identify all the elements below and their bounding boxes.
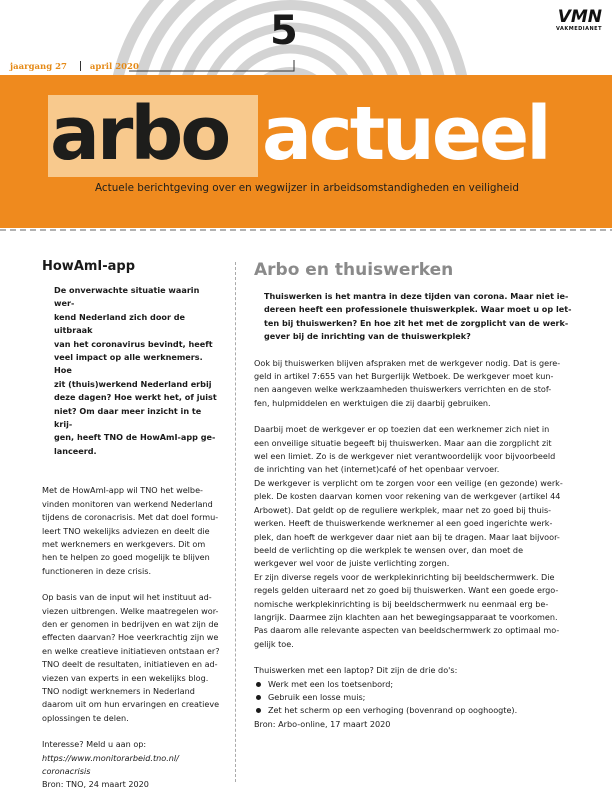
right-article-intro <box>264 290 589 344</box>
body-line: Arbowet). Dat geldt op de reguliere werkplek, maar net zo goed bij thuis- <box>254 504 552 515</box>
column-divider <box>235 262 236 782</box>
meta-separator <box>80 61 81 71</box>
body-line: oplossingen te delen. <box>42 712 129 723</box>
issue-meta <box>10 61 139 73</box>
publisher-logo <box>524 8 602 36</box>
intro-line: dereen heeft een professionele thuiswerkplek. Waar moet u op let- <box>264 304 572 315</box>
body-line: de inrichting van het (internet)café of het openbaar vervoer. <box>254 464 500 475</box>
list-item <box>254 678 589 691</box>
body-line: en welke creatieve initiatieven ontstaan er? <box>42 645 220 656</box>
cta-text: Interesse? Meld u aan op: <box>42 739 147 750</box>
list-item-text: Zet het scherm op een verhoging (bovenrand op ooghoogte). <box>268 705 518 716</box>
body-line: Daarbij moet de werkgever er op toezien dat een werknemer zich niet in <box>254 424 550 435</box>
body-line: daarom uit om hun ervaringen en creatieve <box>42 699 220 710</box>
left-article-title: HowAmI-app <box>42 259 136 274</box>
source-line: Bron: TNO, 24 maart 2020 <box>42 779 149 790</box>
body-line: Op basis van de input wil het instituut ad- <box>42 592 212 603</box>
intro-line: zit (thuis)werkend Nederland erbij <box>54 378 212 389</box>
body-line: Ook bij thuiswerken blijven afspraken met de werkgever nodig. Dat is gere- <box>254 357 561 368</box>
right-article <box>254 258 589 731</box>
intro-line: kend Nederland zich door de uitbraak <box>54 311 186 336</box>
publisher-sub: VAKMEDIANET <box>555 26 602 32</box>
body-line: wel een limiet. Zo is de werkgever niet verantwoordelijk voor bijvoorbeeld <box>254 451 556 462</box>
left-article <box>42 258 220 792</box>
list-intro: Thuiswerken met een laptop? Dit zijn de drie do's: <box>254 665 458 676</box>
body-line: viezen van experts in een wekelijks blog. <box>42 672 209 683</box>
body-line: Er zijn diverse regels voor de werkplekinrichting bij beeldschermwerk. Die <box>254 571 555 582</box>
body-line: leert TNO wekelijks adviezen en deelt die <box>42 525 210 536</box>
intro-line: veel impact op alle werknemers. Hoe <box>54 352 203 376</box>
right-article-body <box>254 344 589 732</box>
body-line: effecten daarvan? Hoe veerkrachtig zijn we <box>42 632 219 643</box>
year-label: jaargang 27 <box>10 61 67 72</box>
right-article-title: Arbo en thuiswerken <box>254 260 454 280</box>
body-line: TNO nodigt werknemers in Nederland <box>42 685 195 696</box>
source-line: Bron: Arbo-online, 17 maart 2020 <box>254 718 391 729</box>
body-line: nomische werkplekinrichting is bij beeldschermwerk nu eenmaal erg be- <box>254 598 549 609</box>
body-line: hen te helpen zo goed mogelijk te blijven <box>42 552 210 563</box>
left-article-body <box>42 458 220 792</box>
tagline: Actuele berichtgeving over en wegwijzer in arbeidsomstandigheden en veiligheid <box>95 182 519 194</box>
body-line: TNO deelt de resultaten, initiatieven en ad- <box>42 659 218 670</box>
body-line: nen aangeven welke werkzaamheden thuiswerkers verrichten en de stof- <box>254 384 552 395</box>
body-line: den er genomen in bedrijven en wat zijn de <box>42 618 219 629</box>
title-arbo: arbo <box>50 91 229 177</box>
list-item <box>254 704 589 717</box>
body-line: De werkgever is verplicht om te zorgen voor een veilige (en gezonde) werk- <box>254 477 563 488</box>
body-line: plek. De kosten daarvan komen voor rekening van de werkgever (artikel 44 <box>254 491 561 502</box>
body-line: Met de HowAmI-app wil TNO het welbe- <box>42 485 203 496</box>
publisher-mark: VMN <box>557 7 602 27</box>
signup-link[interactable]: https://www.monitorarbeid.tno.nl/ <box>42 752 179 763</box>
body-line: gelijk toe. <box>254 638 294 649</box>
body-line: functioneren in deze crisis. <box>42 565 152 576</box>
body-line: geld in artikel 7:655 van het Burgerlijk Wetboek. De werkgever moet kun- <box>254 371 554 382</box>
body-line: viezen uitbrengen. Welke maatregelen wor- <box>42 605 219 616</box>
month-label: april 2020 <box>89 61 139 72</box>
body-line: tijdens de coronacrisis. Met dat doel formu- <box>42 512 219 523</box>
bullet-icon <box>256 695 261 700</box>
body-line: werkgever wel voor de juiste verlichting zorgen. <box>254 558 450 569</box>
bullet-icon <box>256 682 261 687</box>
bullet-icon <box>256 708 261 713</box>
intro-line: Thuiswerken is het mantra in deze tijden van corona. Maar niet ie- <box>264 291 569 301</box>
list-item-text: Gebruik een losse muis; <box>268 691 366 702</box>
body-line: met werknemers en werkgevers. Dit om <box>42 538 206 549</box>
list-item-text: Werk met een los toetsenbord; <box>268 678 394 689</box>
tips-list <box>254 678 589 718</box>
body-line: fen, hulpmiddelen en werktuigen die zij daarbij gebruiken. <box>254 397 491 408</box>
separator-dashes <box>0 228 612 232</box>
list-item <box>254 691 589 704</box>
body-line: Pas daarom alle relevante aspecten van beeldschermwerk zo optimaal mo- <box>254 625 560 636</box>
intro-line: lanceerd. <box>54 445 97 456</box>
intro-line: deze dagen? Hoe werkt het, of juist <box>54 392 217 403</box>
issue-number: 5 <box>270 8 298 54</box>
intro-line: De onverwachte situatie waarin wer- <box>54 285 200 309</box>
intro-line: gever bij de inrichting van de thuiswerkplek? <box>264 331 471 342</box>
signup-link-cont[interactable]: coronacrisis <box>42 766 91 776</box>
body-line: regels gelden uiteraard net zo goed bij thuiswerken. Want een goede ergo- <box>254 585 559 596</box>
intro-line: van het coronavirus bevindt, heeft <box>54 338 213 349</box>
intro-line: niet? Om daar meer inzicht in te krij- <box>54 405 202 430</box>
intro-line: ten bij thuiswerken? En hoe zit het met de zorgplicht van de werk- <box>264 317 569 328</box>
issue-bracket <box>128 58 296 72</box>
body-line: beeld de verlichting op die werkplek te wensen over, dan moet de <box>254 544 524 555</box>
body-line: langrijk. Daarmee zijn klachten aan het bewegingsapparaat te voorkomen. <box>254 611 558 622</box>
left-article-intro <box>54 284 220 458</box>
body-line: vinden monitoren van werkend Nederland <box>42 498 213 509</box>
body-line: werken. Heeft de thuiswerkende werknemer al een goed ingerichte werk- <box>254 518 553 529</box>
title-actueel: actueel <box>262 91 549 177</box>
body-line: een onveilige situatie begeeft bij thuiswerken. Maar aan die zorgplicht zit <box>254 437 552 448</box>
body-line: plek, dan hoeft de werkgever daar niet aan bij te dragen. Maar laat bijvoor- <box>254 531 560 542</box>
intro-line: gen, heeft TNO de HowAmI-app ge- <box>54 432 216 443</box>
